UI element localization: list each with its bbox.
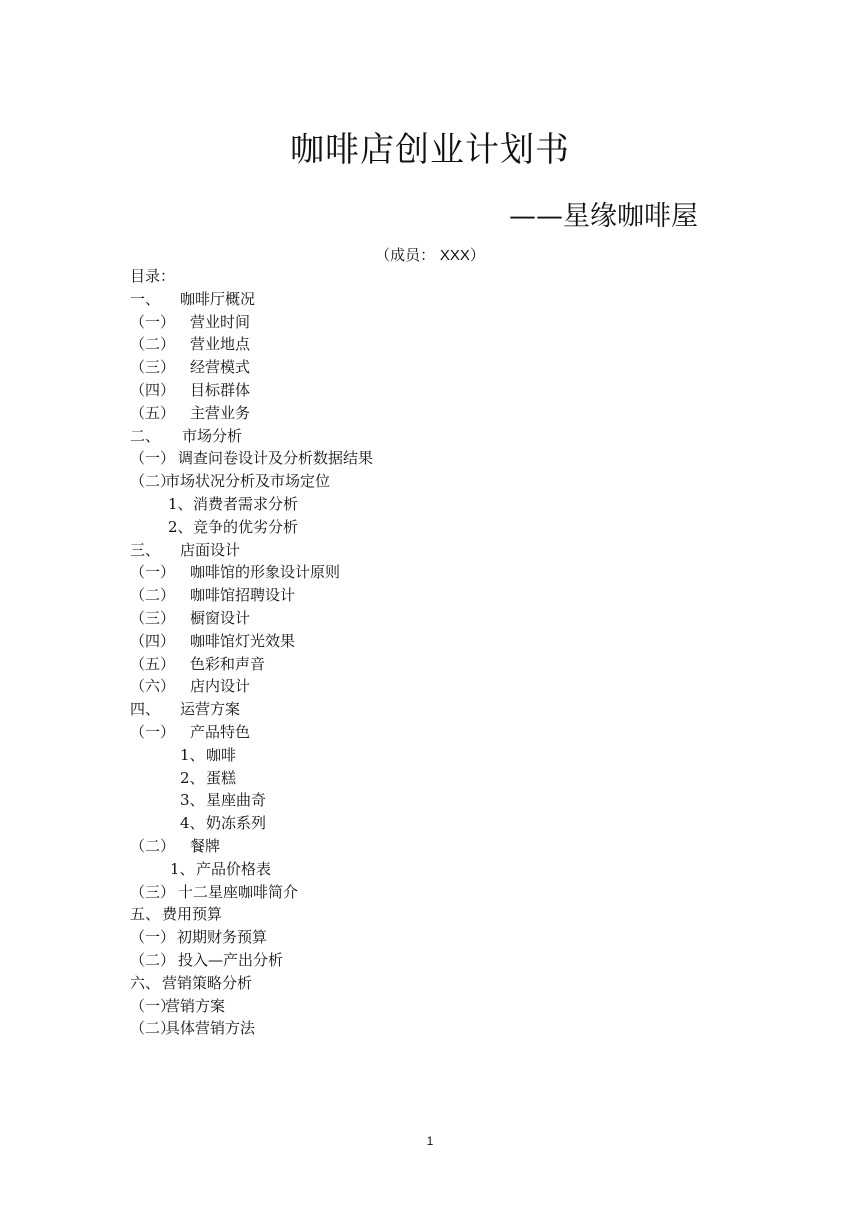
toc-entry	[130, 744, 770, 767]
toc-entry	[130, 516, 770, 539]
toc-entry	[130, 539, 770, 562]
toc-entry-label: 目标群体	[190, 380, 251, 399]
toc-entry-number: 1、	[180, 745, 205, 764]
toc-entry-label: 店面设计	[180, 540, 241, 559]
toc-entry-number: （一）	[130, 449, 176, 468]
toc-entry-label: 营销策略分析	[162, 973, 253, 992]
toc-entry-label: 星座曲奇	[206, 791, 267, 810]
toc-entry-label: 橱窗设计	[190, 608, 251, 627]
toc-entry-label: 主营业务	[190, 403, 251, 422]
toc-entry-label: 运营方案	[180, 700, 241, 719]
toc-entry-label: 初期财务预算	[177, 928, 268, 947]
toc-entry-number: （五）	[130, 654, 176, 673]
toc-entry-number: 1、	[168, 494, 193, 513]
toc-entry-label: 餐牌	[190, 836, 221, 855]
toc-entry-label: 调查问卷设计及分析数据结果	[178, 449, 374, 468]
members-prefix: （成员：	[375, 246, 436, 264]
toc-entry-number: 四、	[130, 700, 161, 719]
toc-entry-number: 三、	[130, 540, 161, 559]
toc-entry	[130, 288, 770, 311]
toc-entry	[130, 653, 770, 676]
document-subtitle: ——星缘咖啡屋	[509, 201, 698, 232]
toc-entry-number: （五）	[130, 403, 176, 422]
toc-entry-label: 竞争的优劣分析	[193, 517, 299, 536]
toc-entry-label: 具体营销方法	[165, 1019, 256, 1038]
toc-entry	[130, 789, 770, 812]
toc-entry-number: 二、	[130, 426, 161, 445]
toc-entry	[130, 675, 770, 698]
toc-entry-label: 咖啡馆招聘设计	[190, 586, 296, 605]
toc-entry-number: （三）	[130, 608, 176, 627]
toc-entry	[130, 311, 770, 334]
toc-entry	[130, 447, 770, 470]
toc-entry	[130, 812, 770, 835]
toc-entry-label: 市场状况分析及市场定位	[165, 472, 331, 491]
toc-entry	[130, 995, 770, 1018]
toc-entry	[130, 630, 770, 653]
toc-entry	[130, 607, 770, 630]
toc-entry-number: 1、	[170, 859, 195, 878]
toc-entry-number: （二）	[130, 1019, 176, 1038]
toc-entry	[130, 881, 770, 904]
toc-entry-label: 营销方案	[165, 996, 226, 1015]
toc-entry-label: 产品特色	[190, 722, 251, 741]
toc-entry	[130, 903, 770, 926]
toc-entry-number: （三）	[130, 358, 176, 377]
toc-entries	[130, 288, 770, 1040]
toc-entry-label: 消费者需求分析	[193, 494, 299, 513]
toc-entry-label: 咖啡馆的形象设计原则	[190, 563, 341, 582]
toc-entry-label: 投入—产出分析	[178, 950, 284, 969]
toc-entry-number: 一、	[130, 289, 161, 308]
toc-entry	[130, 584, 770, 607]
page-number: 1	[426, 1134, 434, 1148]
toc-entry-label: 市场分析	[182, 426, 243, 445]
toc-entry-number: （二）	[130, 586, 176, 605]
toc-entry-number: 4、	[180, 814, 205, 833]
toc-entry	[130, 402, 770, 425]
toc-heading: 目录：	[130, 267, 176, 285]
toc-entry	[130, 972, 770, 995]
toc-entry	[130, 835, 770, 858]
toc-entry-number: （二）	[130, 950, 176, 969]
toc-entry-number: （一）	[130, 996, 176, 1015]
toc-entry-number: 3、	[180, 791, 205, 810]
toc-entry	[130, 858, 770, 881]
toc-entry-number: （六）	[130, 677, 176, 696]
toc-entry-label: 色彩和声音	[190, 654, 266, 673]
table-of-contents	[130, 265, 770, 1040]
toc-entry	[130, 379, 770, 402]
toc-entry-number: （二）	[130, 836, 176, 855]
toc-entry-label: 十二星座咖啡简介	[178, 882, 299, 901]
toc-entry-label: 咖啡	[206, 745, 237, 764]
toc-entry-label: 产品价格表	[196, 859, 272, 878]
members-value: XXX）	[439, 247, 485, 264]
toc-entry	[130, 425, 770, 448]
toc-entry-label: 营业地点	[190, 335, 251, 354]
toc-entry	[130, 1017, 770, 1040]
document-title: 咖啡店创业计划书	[290, 130, 570, 170]
toc-entry-label: 咖啡厅概况	[180, 289, 256, 308]
toc-entry	[130, 493, 770, 516]
toc-entry-label: 咖啡馆灯光效果	[190, 631, 296, 650]
toc-entry-number: 六、	[130, 973, 161, 992]
toc-entry-number: 2、	[180, 768, 205, 787]
toc-entry-number: （一）	[130, 563, 176, 582]
toc-entry-label: 奶冻系列	[206, 814, 267, 833]
toc-entry-number: （四）	[130, 631, 176, 650]
toc-entry-number: （一）	[130, 722, 176, 741]
toc-entry	[130, 949, 770, 972]
toc-entry	[130, 721, 770, 744]
toc-entry	[130, 698, 770, 721]
toc-entry	[130, 333, 770, 356]
toc-entry-number: （一）	[130, 312, 176, 331]
toc-entry-number: 五、	[130, 905, 161, 924]
toc-entry-number: （三）	[130, 882, 176, 901]
toc-entry	[130, 356, 770, 379]
toc-entry	[130, 561, 770, 584]
toc-entry-number: 2、	[168, 517, 193, 536]
toc-entry-number: （一）	[130, 928, 176, 947]
toc-entry-label: 店内设计	[190, 677, 251, 696]
members-line	[0, 244, 860, 265]
toc-entry-number: （四）	[130, 380, 176, 399]
toc-entry-number: （二）	[130, 472, 176, 491]
toc-entry-label: 费用预算	[162, 905, 223, 924]
toc-entry	[130, 470, 770, 493]
toc-entry-number: （二）	[130, 335, 176, 354]
toc-entry-label: 经营模式	[190, 358, 251, 377]
toc-entry	[130, 767, 770, 790]
toc-entry	[130, 926, 770, 949]
toc-entry-label: 营业时间	[190, 312, 251, 331]
toc-entry-label: 蛋糕	[206, 768, 237, 787]
